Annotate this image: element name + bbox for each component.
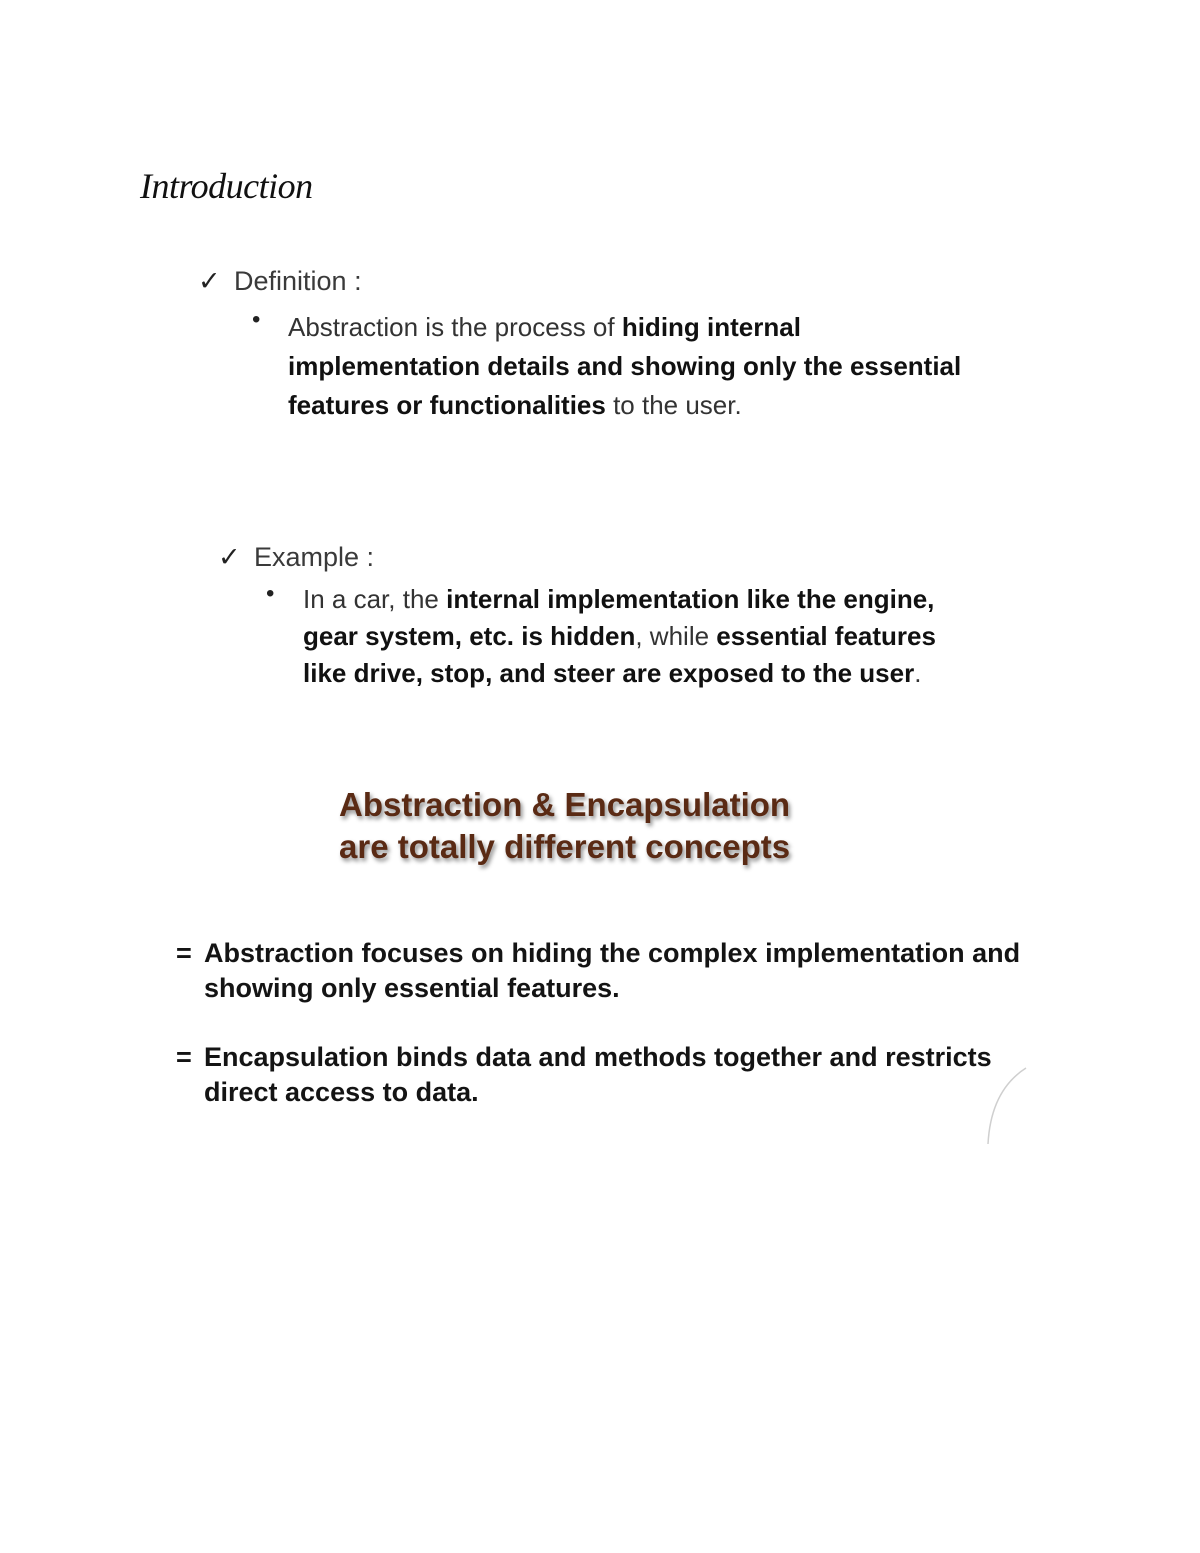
check-mark-icon: ✓ [218, 542, 241, 572]
bullet-dot-icon: • [252, 306, 261, 333]
example-label-text: Example : [254, 542, 375, 572]
equals-marker: = [176, 1042, 192, 1072]
example-bold-2: essential features like drive, stop, and steer are exposed to the user [303, 621, 936, 688]
bullet-dot-icon: • [266, 580, 275, 607]
comparison-text: Abstraction focuses on hiding the complex implementation and showing only essential features. [204, 938, 1021, 1003]
callout-line-2: are totally different concepts [339, 828, 791, 865]
example-text [303, 581, 943, 692]
comparison-item [176, 1040, 1056, 1112]
definition-bold: hiding internal implementation details and showing only the essential features or functionalities [288, 312, 962, 420]
callout-line-1: Abstraction & Encapsulation [339, 786, 791, 823]
definition-label-text: Definition : [234, 266, 362, 296]
definition-outro: to the user. [605, 390, 742, 420]
example-intro: In a car, the [303, 584, 447, 614]
example-bold: internal implementation like the engine, gear system, etc. is hidden [303, 584, 935, 651]
comparison-item [176, 936, 1056, 1008]
definition-text [288, 308, 968, 425]
page-title: Introduction [140, 166, 313, 206]
scan-artifact-mark [982, 1064, 1042, 1146]
definition-bullet [252, 306, 962, 466]
example-outro: . [914, 658, 922, 688]
equals-marker: = [176, 938, 192, 968]
example-bullet [266, 580, 936, 730]
example-label [218, 540, 374, 574]
definition-intro: Abstraction is the process of [288, 312, 622, 342]
check-mark-icon: ✓ [198, 266, 221, 296]
callout-banner [339, 784, 879, 868]
definition-label [198, 264, 362, 298]
example-middle: , while [635, 621, 717, 651]
comparison-text: Encapsulation binds data and methods together and restricts direct access to data. [204, 1042, 992, 1107]
